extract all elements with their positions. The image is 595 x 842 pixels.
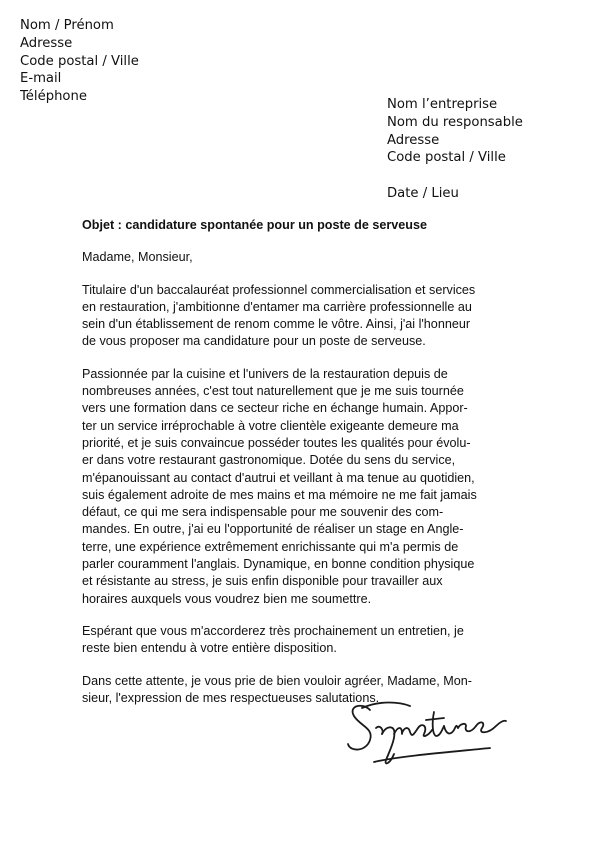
text-line: mandes. En outre, j'ai eu l'opportunité de réaliser un stage en Angle-	[82, 522, 464, 537]
sender-email: E-mail	[20, 71, 62, 87]
text-line: sein d'un établissement de renom comme le vôtre. Ainsi, j'ai l'honneur	[82, 317, 471, 332]
text-line: terre, une expérience extrêmement enrichissante qui m'a permis de	[82, 539, 459, 554]
letter-body	[82, 217, 507, 707]
recipient-manager: Nom du responsable	[387, 114, 523, 130]
paragraph-intro	[82, 282, 507, 351]
text-line: Titulaire d'un baccalauréat professionnel commercialisation et services	[82, 282, 476, 297]
spacer	[387, 167, 523, 185]
signature-image	[340, 690, 510, 770]
text-line: et résistante au stress, je suis enfin disponible pour travailler aux	[82, 574, 443, 589]
text-line: en restauration, j'ambitionne d'entamer ma carrière professionnelle au	[82, 299, 472, 314]
text-line: Passionnée par la cuisine et l'univers de la restauration depuis de	[82, 366, 448, 381]
recipient-postcode-city: Code postal / Ville	[387, 150, 506, 166]
text-line: ter un service irréprochable à votre clientèle exigeante demeure ma	[82, 418, 459, 433]
text-line: de vous proposer ma candidature pour un poste de serveuse.	[82, 334, 426, 349]
recipient-company: Nom l’entreprise	[387, 97, 498, 112]
text-line: Espérant que vous m'accorderez très prochainement un entretien, je	[82, 623, 464, 638]
text-line: nombreuses années, c'est tout naturellement que je me suis tournée	[82, 384, 464, 399]
text-line: reste bien entendu à votre entière disposition.	[82, 641, 337, 656]
letter-subject: Objet : candidature spontanée pour un poste de serveuse	[82, 218, 427, 232]
sender-name: Nom / Prénom	[20, 18, 114, 33]
date-place: Date / Lieu	[387, 186, 459, 202]
text-line: horaires auxquels vous voudrez bien me soumettre.	[82, 591, 372, 606]
text-line: défaut, ce qui me sera indispensable pour me souvenir des com-	[82, 505, 444, 520]
letter-salutation: Madame, Monsieur,	[82, 250, 193, 265]
text-line: m'épanouissant au contact d'autrui et veillant à ma tenue au quotidien,	[82, 470, 475, 485]
sender-block	[20, 17, 139, 106]
paragraph-motivation	[82, 366, 507, 608]
text-line: suis également adroite de mes mains et ma mémoire ne me fait jamais	[82, 487, 477, 502]
recipient-address: Adresse	[387, 132, 440, 148]
text-line: er dans votre restaurant gastronomique. Dotée du sens du service,	[82, 453, 456, 468]
text-line: priorité, et je suis convaincue posséder toutes les qualités pour évolu-	[82, 435, 471, 450]
sender-postcode-city: Code postal / Ville	[20, 53, 139, 69]
sender-address: Adresse	[20, 35, 73, 51]
text-line: sieur, l'expression de mes respectueuses salutations.	[82, 690, 380, 705]
text-line: parler couramment l'anglais. Dynamique, en bonne condition physique	[82, 557, 475, 572]
text-line: Dans cette attente, je vous prie de bien vouloir agréer, Madame, Mon-	[82, 673, 472, 688]
recipient-block	[387, 96, 523, 203]
paragraph-interview	[82, 623, 507, 658]
sender-phone: Téléphone	[20, 89, 87, 105]
text-line: vers une formation dans ce secteur riche en échange humain. Appor-	[82, 401, 468, 416]
